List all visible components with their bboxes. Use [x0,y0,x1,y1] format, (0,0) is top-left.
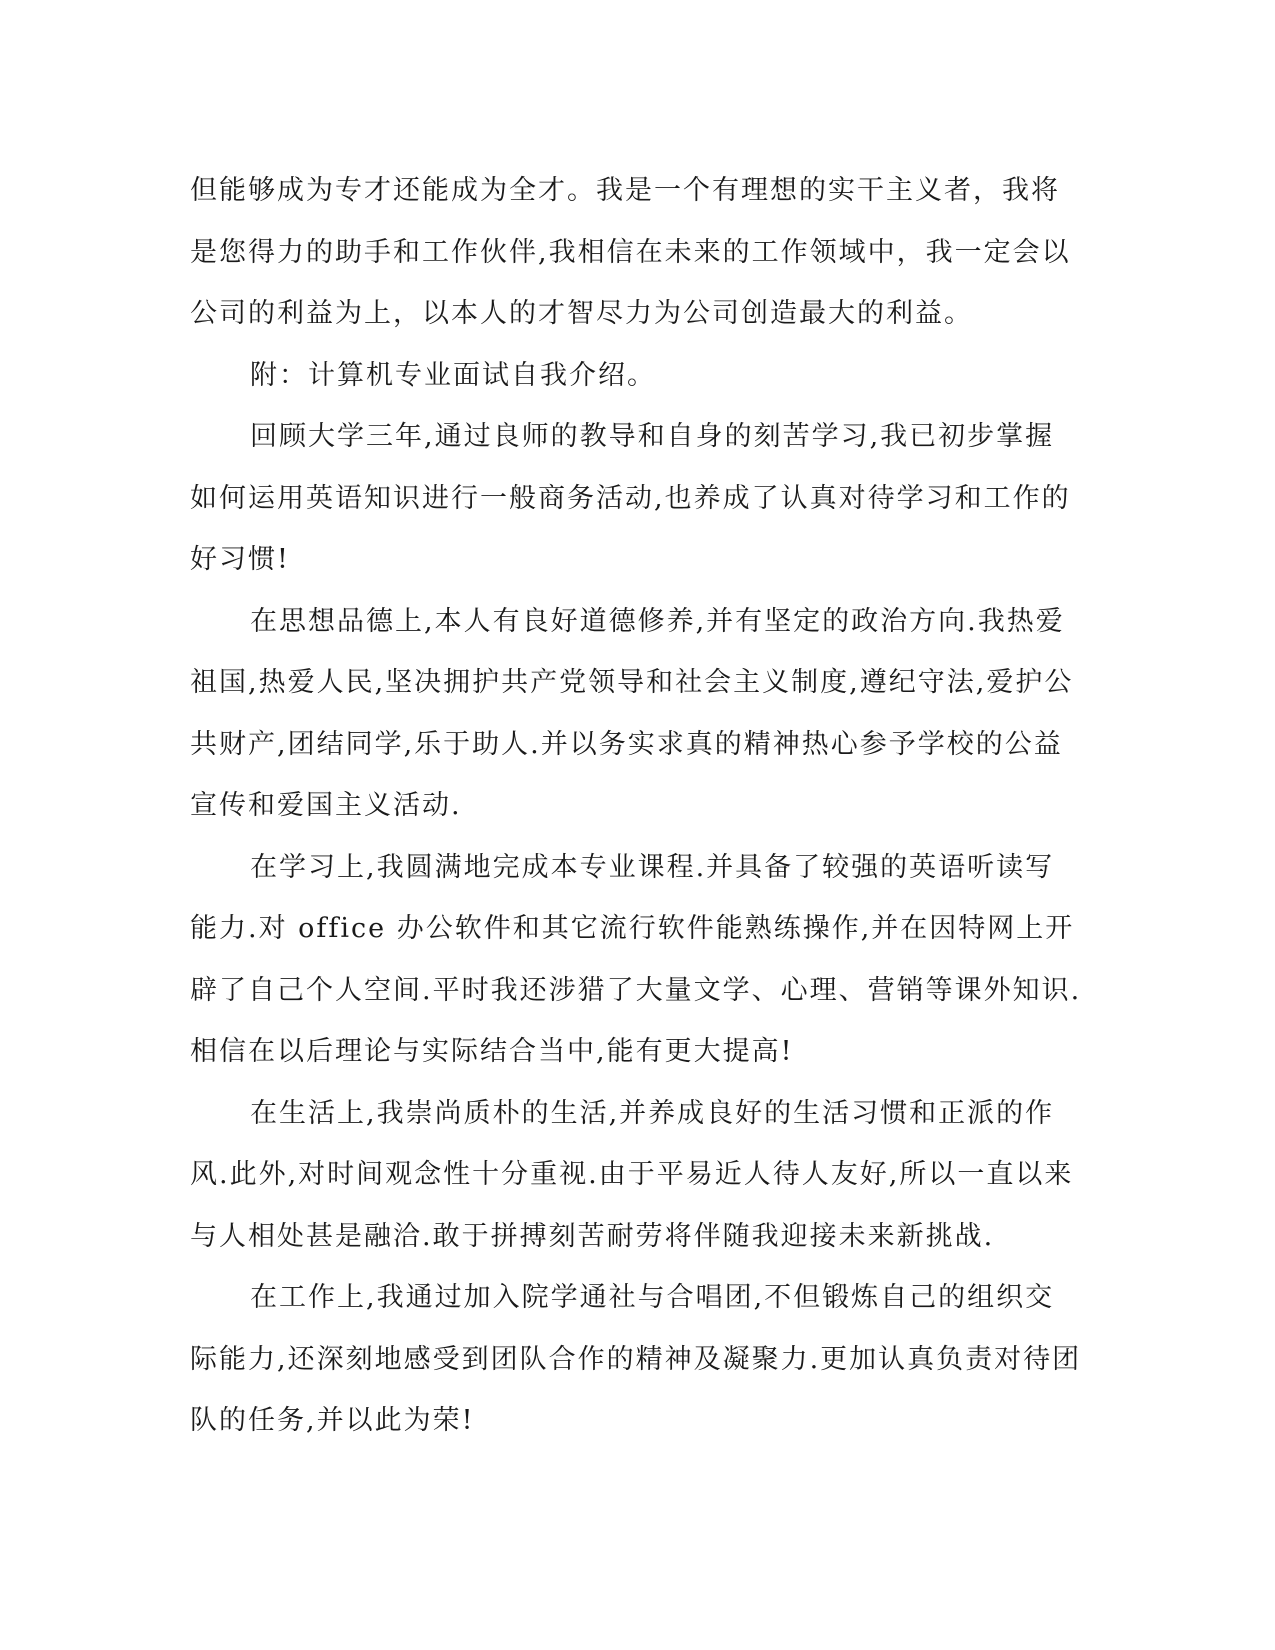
paragraph-university-review: 回顾大学三年,通过良师的教导和自身的刻苦学习,我已初步掌握如何运用英语知识进行一般商务活动,也养成了认真对待学习和工作的好习惯! [190,421,1071,575]
paragraph-study: 在学习上,我圆满地完成本专业课程.并具备了较强的英语听读写能力.对 office 办公软件和其它流行软件能熟练操作,并在因特网上开辟了自己个人空间.平时我还涉猎了大量文学、心理、营销等课外知识.相信在以后理论与实际结合当中,能有更大提高! [190,851,1082,1067]
document-body [190,160,1082,1452]
paragraph-appendix-heading: 附：计算机专业面试自我介绍。 [250,359,656,391]
paragraph-closing-statement: 但能够成为专才还能成为全才。我是一个有理想的实干主义者，我将是您得力的助手和工作伙伴,我相信在未来的工作领域中，我一定会以公司的利益为上，以本人的才智尽力为公司创造最大的利益。 [190,175,1071,329]
paragraph-life: 在生活上,我崇尚质朴的生活,并养成良好的生活习惯和正派的作风.此外,对时间观念性十分重视.由于平易近人待人友好,所以一直以来与人相处甚是融洽.敢于拼搏刻苦耐劳将伴随我迎接未来新挑战. [190,1097,1074,1252]
paragraph-moral-character: 在思想品德上,本人有良好道德修养,并有坚定的政治方向.我热爱祖国,热爱人民,坚决拥护共产党领导和社会主义制度,遵纪守法,爱护公共财产,团结同学,乐于助人.并以务实求真的精神热心参予学校的公益宣传和爱国主义活动. [190,605,1074,821]
paragraph-work: 在工作上,我通过加入院学通社与合唱团,不但锻炼自己的组织交际能力,还深刻地感受到团队合作的精神及凝聚力.更加认真负责对待团队的任务,并以此为荣! [190,1282,1082,1436]
